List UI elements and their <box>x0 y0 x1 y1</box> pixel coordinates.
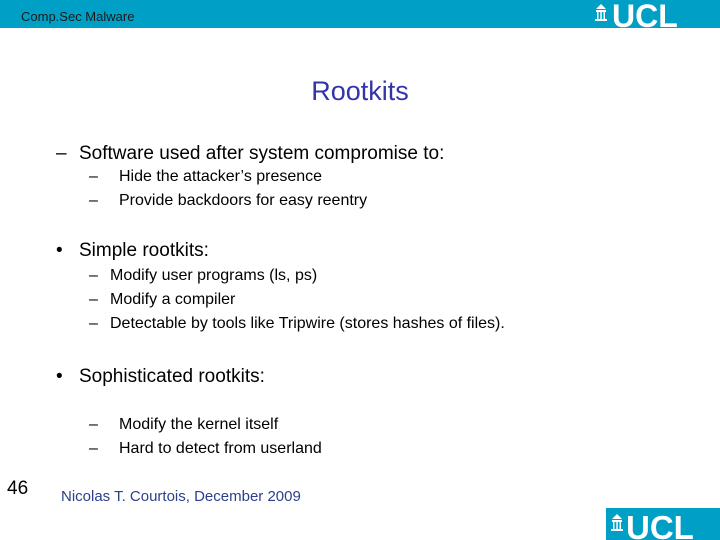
course-title: Comp.Sec Malware <box>21 9 135 24</box>
ucl-logo-text: UCL <box>612 0 678 28</box>
dash-marker: – <box>89 192 98 209</box>
bullet-simple-rootkits: Simple rootkits: <box>79 240 209 261</box>
bullet-marker: – <box>56 143 67 164</box>
slide-title: Rootkits <box>311 76 409 106</box>
dash-marker: – <box>89 291 98 308</box>
subitem-hide-presence: Hide the attacker’s presence <box>119 168 323 185</box>
ucl-logo-text: UCL <box>626 509 694 540</box>
dash-marker: – <box>89 440 98 457</box>
ucl-logo-top <box>590 0 720 28</box>
bullet-software-used: Software used after system compromise to: <box>79 143 445 164</box>
ucl-logo-bottom <box>606 508 720 540</box>
subitem-detectable-tripwire: Detectable by tools like Tripwire (stores hashes of files). <box>110 315 505 332</box>
subitem-modify-user-programs: Modify user programs (ls, ps) <box>110 267 318 284</box>
dash-marker: – <box>89 168 98 185</box>
subitem-modify-compiler: Modify a compiler <box>110 291 236 308</box>
subitem-modify-kernel: Modify the kernel itself <box>119 416 279 433</box>
slide-number: 46 <box>7 478 29 499</box>
bullet-sophisticated-rootkits: Sophisticated rootkits: <box>79 366 265 387</box>
footer-author-date: Nicolas T. Courtois, December 2009 <box>61 488 301 505</box>
bullet-marker: • <box>56 240 63 261</box>
dash-marker: – <box>89 416 98 433</box>
subitem-hard-to-detect: Hard to detect from userland <box>119 440 322 457</box>
dash-marker: – <box>89 267 98 284</box>
bullet-marker: • <box>56 366 63 387</box>
subitem-provide-backdoors: Provide backdoors for easy reentry <box>119 192 368 209</box>
dash-marker: – <box>89 315 98 332</box>
